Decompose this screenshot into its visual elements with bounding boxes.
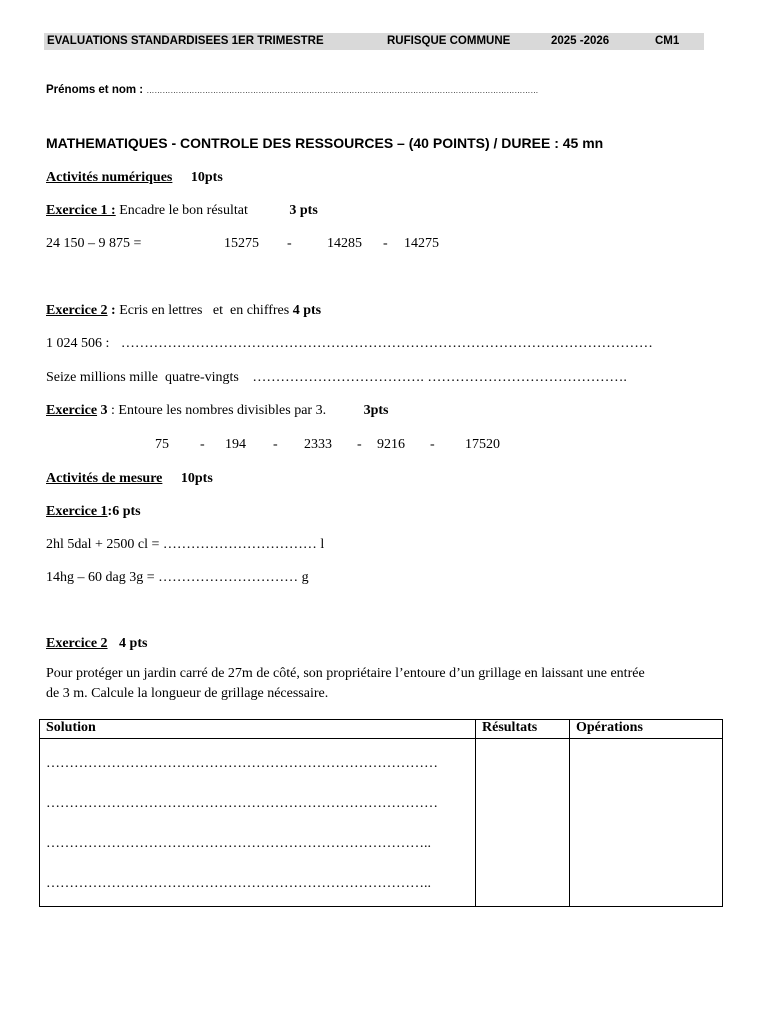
numeric-ex3-separator: - [430, 437, 435, 452]
measure-ex2-label: Exercice 2 [46, 636, 108, 651]
measure-ex2-heading [46, 636, 147, 652]
numeric-ex2-words-line [46, 370, 627, 386]
measure-ex1-heading [46, 504, 141, 520]
numeric-ex2-heading [46, 303, 321, 319]
numeric-ex2-number: 1 024 506 : [46, 336, 110, 351]
measure-heading-points: 10pts [180, 471, 213, 486]
measure-ex1-line-1: 2hl 5dal + 2500 cl = …………………………… l [46, 537, 325, 552]
name-field-label: Prénoms et nom : [46, 84, 144, 96]
numeric-ex3-separator: - [200, 437, 205, 452]
solution-column-header: Solution [40, 720, 476, 739]
numeric-ex2-label: Exercice 2 [46, 303, 108, 318]
numeric-ex3-label: Exercice [46, 403, 98, 418]
numeric-ex1-points: 3 pts [289, 203, 318, 218]
header-title: EVALUATIONS STANDARDISEES 1ER TRIMESTRE [47, 35, 324, 47]
numeric-ex1-heading [46, 203, 318, 219]
numeric-ex1-separator: - [383, 236, 388, 251]
numeric-ex1-label: Exercice 1 : [46, 203, 116, 218]
solution-table-body-row [40, 739, 723, 907]
numeric-ex1-option-2: 14285 [327, 236, 362, 251]
numeric-ex3-number-4: 9216 [377, 437, 405, 452]
numeric-ex3-separator: - [357, 437, 362, 452]
numeric-ex1-instruction: Encadre le bon résultat [119, 203, 248, 218]
solution-cell[interactable] [40, 739, 476, 907]
name-field [46, 84, 538, 96]
numeric-ex2-number-dots: …………………………………………………………………………………………………… [120, 336, 653, 351]
numeric-ex3-number-1: 75 [155, 437, 169, 452]
numeric-section-heading [46, 170, 223, 186]
numeric-ex3-number-2: 194 [225, 437, 246, 452]
subject-title: MATHEMATIQUES - CONTROLE DES RESSOURCES – (40 POINTS) / DUREE : 45 mn [46, 135, 604, 151]
numeric-ex1-expression: 24 150 – 9 875 = [46, 236, 142, 251]
header-commune: RUFISQUE COMMUNE [387, 35, 511, 47]
solution-dot-line: ………………………………………………………………………… [46, 796, 438, 811]
name-field-dots: ………………………………………………………………………………………………………………………………… [146, 86, 539, 95]
numeric-ex2-colon: : [107, 303, 116, 318]
numeric-ex2-words-dots: ………………………………. ……………………………………. [252, 370, 627, 385]
numeric-ex3-number-5: 17520 [465, 437, 500, 452]
results-cell[interactable] [476, 739, 570, 907]
numeric-ex2-number-line [46, 336, 653, 352]
numeric-ex2-words: Seize millions mille quatre-vingts [46, 370, 239, 385]
measure-ex1-label: Exercice 1 [46, 504, 108, 519]
header-level: CM1 [655, 35, 680, 47]
numeric-ex3-number: 3 [100, 403, 108, 418]
numeric-ex3-heading [46, 403, 388, 419]
solution-table [39, 719, 723, 907]
numeric-ex3-points: 3pts [363, 403, 389, 418]
numeric-heading-label: Activités numériques [46, 170, 173, 185]
numeric-ex1-option-1: 15275 [224, 236, 259, 251]
numeric-ex1-option-3: 14275 [404, 236, 439, 251]
numeric-ex3-instruction: : Entoure les nombres divisibles par 3. [111, 403, 327, 418]
solution-dot-line: ……………………………………………………………………….. [46, 876, 431, 891]
numeric-heading-points: 10pts [190, 170, 223, 185]
solution-table-header-row [40, 720, 723, 739]
numeric-ex2-instruction: Ecris en lettres et en chiffres [119, 303, 290, 318]
measure-ex2-points: 4 pts [119, 636, 148, 651]
measure-ex2-problem-line-2: de 3 m. Calcule la longueur de grillage nécessaire. [46, 686, 329, 701]
measure-ex2-problem-line-1: Pour protéger un jardin carré de 27m de côté, son propriétaire l’entoure d’un grillage en laissant une entrée [46, 666, 645, 681]
measure-heading-label: Activités de mesure [46, 471, 163, 486]
results-column-header: Résultats [476, 720, 570, 739]
numeric-ex3-number-3: 2333 [304, 437, 332, 452]
operations-cell[interactable] [570, 739, 723, 907]
solution-dot-line: ………………………………………………………………………… [46, 756, 438, 771]
measure-section-heading [46, 471, 213, 487]
measure-ex1-line-2: 14hg – 60 dag 3g = ………………………… g [46, 570, 309, 585]
measure-ex1-points: :6 pts [107, 504, 141, 519]
solution-dot-line: ……………………………………………………………………….. [46, 836, 431, 851]
header-year: 2025 -2026 [551, 35, 610, 47]
operations-column-header: Opérations [570, 720, 723, 739]
numeric-ex3-separator: - [273, 437, 278, 452]
numeric-ex1-separator: - [287, 236, 292, 251]
numeric-ex2-points: 4 pts [292, 303, 322, 318]
